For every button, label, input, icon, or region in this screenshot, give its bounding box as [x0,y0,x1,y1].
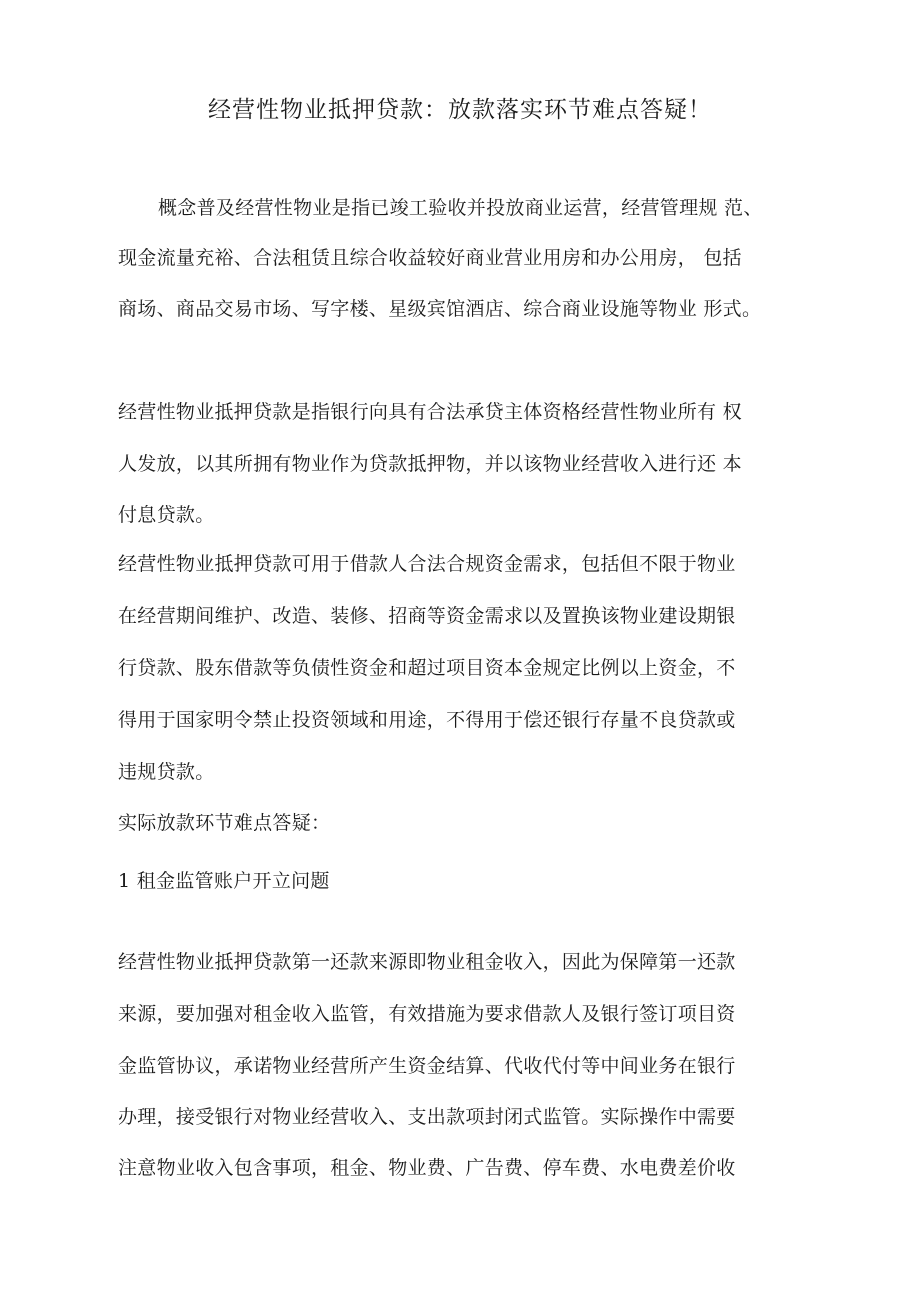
paragraph-2-line-1: 经营性物业抵押贷款是指银行向具有合法承贷主体资格经营性物业所有 权 [118,401,742,423]
paragraph-4-line-2: 来源，要加强对租金收入监管，有效措施为要求借款人及银行签订项目资 [118,1003,736,1025]
paragraph-4-line-1: 经营性物业抵押贷款第一还款来源即物业租金收入，因此为保障第一还款 [118,951,736,973]
paragraph-3-line-5: 违规贷款。 [118,761,215,783]
paragraph-3-line-1: 经营性物业抵押贷款可用于借款人合法合规资金需求，包括但不限于物业 [118,553,736,575]
section-heading: 实际放款环节难点答疑： [118,812,331,834]
paragraph-1-line-2: 现金流量充裕、合法租赁且综合收益较好商业营业用房和办公用房， 包括 [118,247,742,269]
paragraph-4-line-4: 办理，接受银行对物业经营收入、支出款项封闭式监管。实际操作中需要 [118,1106,736,1128]
page-title: 经营性物业抵押贷款：放款落实环节难点答疑！ [208,97,712,123]
paragraph-2-line-2: 人发放，以其所拥有物业作为贷款抵押物，并以该物业经营收入进行还 本 [118,453,742,475]
paragraph-1-line-1: 概念普及经营性物业是指已竣工验收并投放商业运营，经营管理规 范、 [158,197,763,219]
subheading-1: 1 租金监管账户开立问题 [118,870,330,892]
paragraph-4-line-3: 金监管协议，承诺物业经营所产生资金结算、代收代付等中间业务在银行 [118,1055,736,1077]
paragraph-4-line-5: 注意物业收入包含事项，租金、物业费、广告费、停车费、水电费差价收 [118,1157,736,1179]
paragraph-3-line-3: 行贷款、股东借款等负债性资金和超过项目资本金规定比例以上资金，不 [118,657,736,679]
paragraph-3-line-2: 在经营期间维护、改造、装修、招商等资金需求以及置换该物业建设期银 [118,605,736,627]
paragraph-2-line-3: 付息贷款。 [118,504,215,526]
paragraph-1-line-3: 商场、商品交易市场、写字楼、星级宾馆酒店、综合商业设施等物业 形式。 [118,298,762,320]
paragraph-3-line-4: 得用于国家明令禁止投资领域和用途，不得用于偿还银行存量不良贷款或 [118,709,736,731]
